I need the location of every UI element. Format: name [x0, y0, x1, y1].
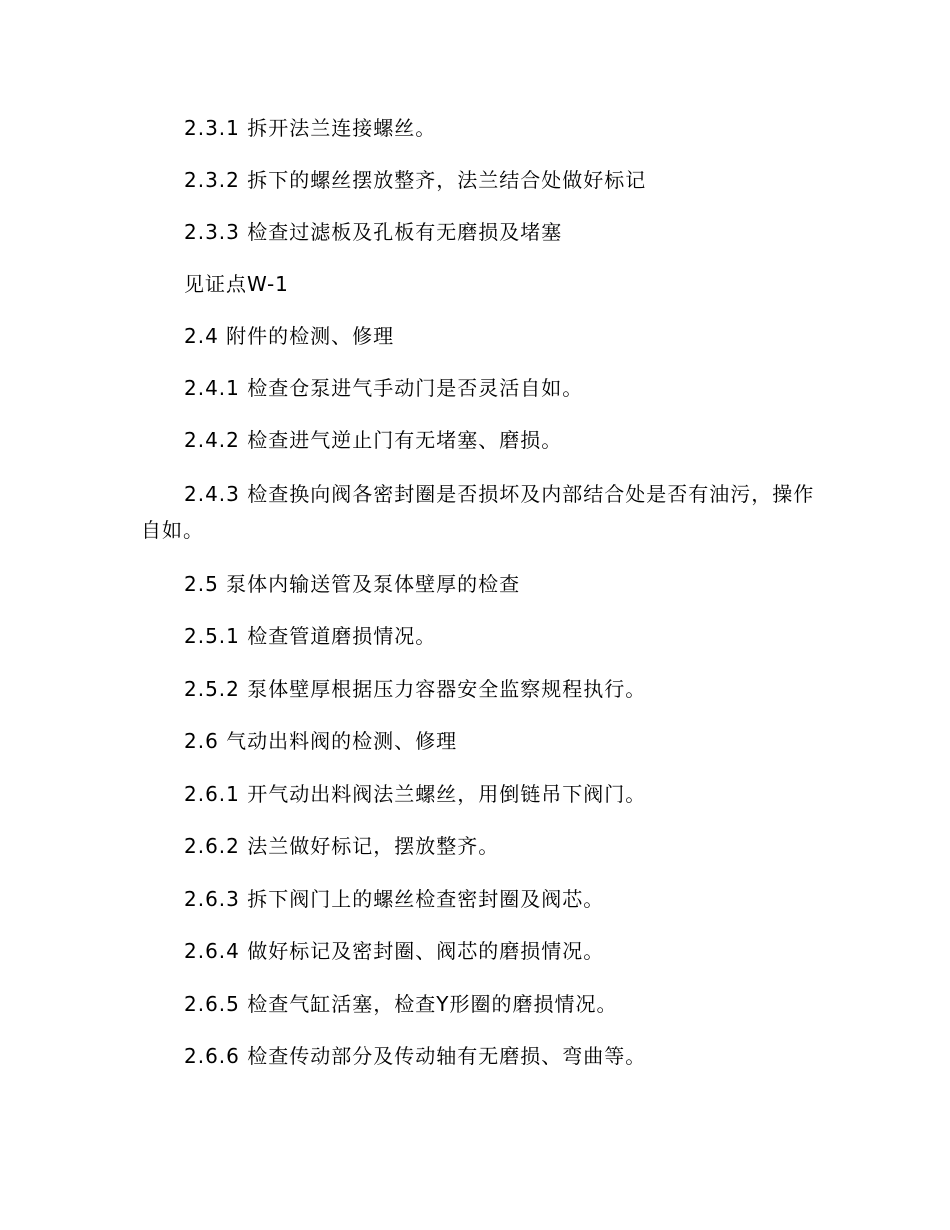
paragraph-2-6-3: 2.6.3 拆下阀门上的螺丝检查密封圈及阀芯。	[184, 887, 605, 911]
paragraph-2-5-2: 2.5.2 泵体壁厚根据压力容器安全监察规程执行。	[184, 677, 647, 701]
paragraph-2-6-2: 2.6.2 法兰做好标记，摆放整齐。	[184, 834, 500, 858]
paragraph-2-5-1: 2.5.1 检查管道磨损情况。	[184, 624, 437, 648]
paragraph-2-3-3: 2.3.3 检查过滤板及孔板有无磨损及堵塞	[184, 220, 563, 244]
paragraph-2-5: 2.5 泵体内输送管及泵体壁厚的检查	[184, 572, 521, 596]
paragraph-2-4: 2.4 附件的检测、修理	[184, 324, 395, 348]
paragraph-2-6: 2.6 气动出料阀的检测、修理	[184, 729, 458, 753]
paragraph-2-6-5: 2.6.5 检查气缸活塞，检查Y形圈的磨损情况。	[184, 992, 618, 1016]
paragraph-2-6-6: 2.6.6 检查传动部分及传动轴有无磨损、弯曲等。	[184, 1044, 647, 1068]
paragraph-2-6-1: 2.6.1 开气动出料阀法兰螺丝，用倒链吊下阀门。	[184, 782, 647, 806]
paragraph-2-3-1: 2.3.1 拆开法兰连接螺丝。	[184, 116, 437, 140]
paragraph-2-4-1: 2.4.1 检查仓泵进气手动门是否灵活自如。	[184, 376, 584, 400]
paragraph-2-4-2: 2.4.2 检查进气逆止门有无堵塞、磨损。	[184, 428, 563, 452]
paragraph-2-6-4: 2.6.4 做好标记及密封圈、阀芯的磨损情况。	[184, 939, 605, 963]
paragraph-witness-point: 见证点W-1	[184, 272, 289, 296]
paragraph-2-3-2: 2.3.2 拆下的螺丝摆放整齐，法兰结合处做好标记	[184, 168, 647, 192]
paragraph-2-4-3: 2.4.3 检查换向阀各密封圈是否损坏及内部结合处是否有油污，操作自如。	[141, 482, 815, 542]
